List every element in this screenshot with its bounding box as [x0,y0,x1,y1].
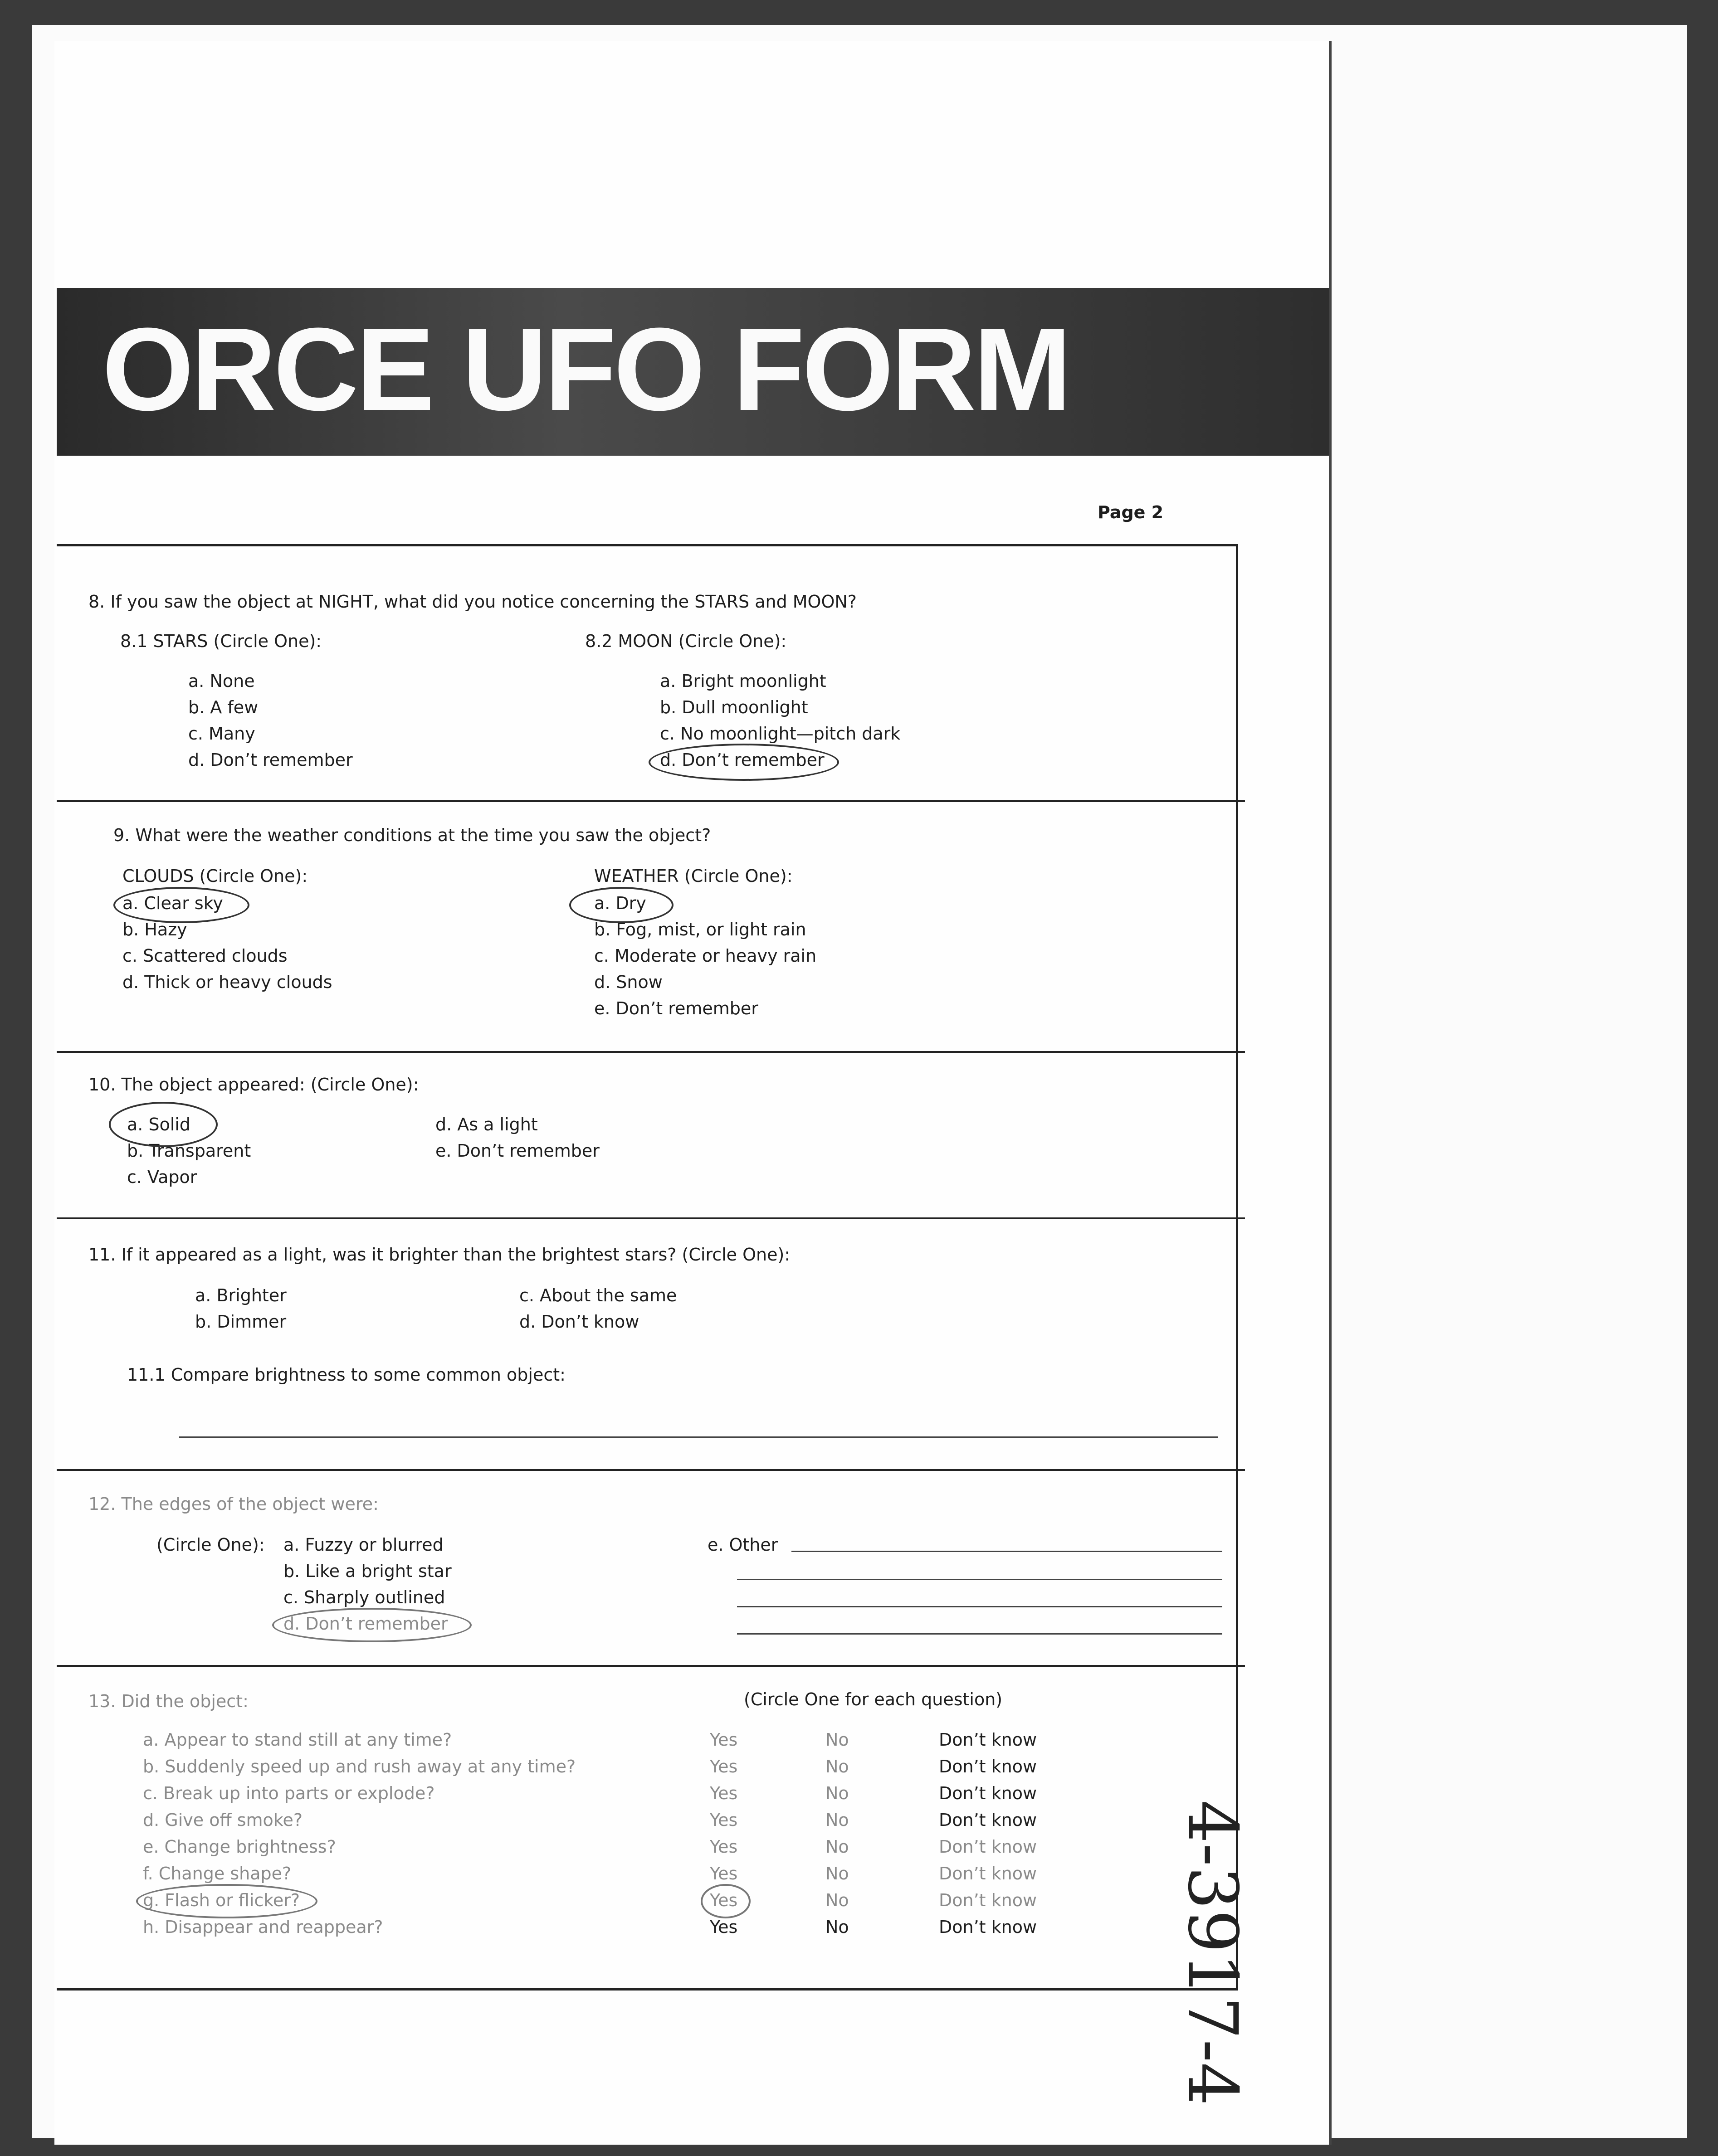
no-option[interactable]: No [825,1783,849,1803]
yes-option[interactable]: Yes [710,1757,738,1776]
stars-label: 8.1 STARS (Circle One): [120,631,322,651]
clouds-option-circled[interactable]: a. Clear sky [122,893,223,913]
dont-know-option[interactable]: Don’t know [939,1890,1037,1910]
edges-other-label: e. Other [708,1535,778,1555]
yes-option[interactable]: Yes [710,1837,738,1857]
question-10: 10. The object appeared: (Circle One): [88,1075,419,1095]
answer-circle [113,887,249,923]
answer-line[interactable] [737,1606,1222,1607]
q13-item: d. Give off smoke? [143,1810,303,1830]
brightness-option[interactable]: d. Don’t know [519,1312,639,1332]
moon-option-circled[interactable]: d. Don’t remember [660,750,825,770]
weather-label: WEATHER (Circle One): [594,866,793,886]
yes-option[interactable]: Yes [710,1730,738,1750]
answer-circle [649,744,839,781]
question-13: 13. Did the object: [88,1691,249,1711]
question-12: 12. The edges of the object were: [88,1494,379,1514]
no-option[interactable]: No [825,1864,849,1883]
section-divider [57,1217,1245,1219]
answer-circle [136,1884,317,1918]
weather-option-circled[interactable]: a. Dry [594,893,646,913]
appearance-option[interactable]: c. Vapor [127,1167,197,1187]
appearance-option[interactable]: d. As a light [435,1115,538,1134]
q13-item: b. Suddenly speed up and rush away at any time? [143,1757,576,1776]
moon-option[interactable]: c. No moonlight—pitch dark [660,724,901,744]
dont-know-option[interactable]: Don’t know [939,1917,1037,1937]
section-divider [57,800,1245,802]
clouds-label: CLOUDS (Circle One): [122,866,308,886]
yes-option-circled[interactable]: Yes [710,1890,738,1910]
no-option[interactable]: No [825,1837,849,1857]
question-9: 9. What were the weather conditions at the time you saw the object? [113,825,711,845]
appearance-option[interactable]: e. Don’t remember [435,1141,600,1161]
yes-option[interactable]: Yes [710,1810,738,1830]
brightness-option[interactable]: a. Brighter [195,1285,287,1305]
stars-option[interactable]: a. None [188,671,255,691]
circle-one-label: (Circle One): [156,1535,265,1555]
answer-line[interactable] [737,1579,1222,1580]
no-option[interactable]: No [825,1890,849,1910]
title-banner [57,288,1329,456]
q13-item: e. Change brightness? [143,1837,336,1857]
page-number: Page 2 [1098,502,1164,522]
weather-option[interactable]: d. Snow [594,972,663,992]
dont-know-option[interactable]: Don’t know [939,1810,1037,1830]
section-divider [57,1665,1245,1667]
yes-option[interactable]: Yes [710,1917,738,1937]
answer-line[interactable] [179,1436,1218,1438]
brightness-option[interactable]: c. About the same [519,1285,677,1305]
edges-option-circled[interactable]: d. Don’t remember [283,1614,448,1634]
no-option[interactable]: No [825,1757,849,1776]
weather-option[interactable]: c. Moderate or heavy rain [594,946,817,966]
stars-option[interactable]: c. Many [188,724,255,744]
moon-option[interactable]: b. Dull moonlight [660,697,808,717]
moon-option[interactable]: a. Bright moonlight [660,671,826,691]
no-option[interactable]: No [825,1810,849,1830]
answer-circle [272,1608,472,1642]
appearance-option-circled[interactable]: a. Solid [127,1115,191,1134]
no-option[interactable]: No [825,1917,849,1937]
weather-option[interactable]: b. Fog, mist, or light rain [594,920,806,939]
clouds-option[interactable]: c. Scattered clouds [122,946,288,966]
q13-item: f. Change shape? [143,1864,292,1883]
question-8: 8. If you saw the object at NIGHT, what did you notice concerning the STARS and MOON? [88,592,857,612]
section-divider [57,1051,1245,1053]
brightness-option[interactable]: b. Dimmer [195,1312,287,1332]
question-11-1: 11.1 Compare brightness to some common object: [127,1365,566,1385]
q13-item: c. Break up into parts or explode? [143,1783,435,1803]
q13-item: a. Appear to stand still at any time? [143,1730,452,1750]
answer-circle [109,1102,218,1147]
no-option[interactable]: No [825,1730,849,1750]
edges-option[interactable]: a. Fuzzy or blurred [283,1535,444,1555]
answer-line[interactable] [791,1551,1222,1552]
edges-option[interactable]: c. Sharply outlined [283,1587,445,1607]
moon-label: 8.2 MOON (Circle One): [585,631,787,651]
clouds-option[interactable]: b. Hazy [122,920,187,939]
edges-option[interactable]: b. Like a bright star [283,1561,452,1581]
dont-know-option[interactable]: Don’t know [939,1730,1037,1750]
clouds-option[interactable]: d. Thick or heavy clouds [122,972,332,992]
dont-know-option[interactable]: Don’t know [939,1864,1037,1883]
q13-item-circled: g. Flash or flicker? [143,1890,300,1910]
appearance-option[interactable]: b. Transparent [127,1141,251,1161]
yes-option[interactable]: Yes [710,1864,738,1883]
q13-instruction: (Circle One for each question) [744,1689,1003,1709]
dont-know-option[interactable]: Don’t know [939,1757,1037,1776]
stars-option[interactable]: d. Don’t remember [188,750,353,770]
form-title: ORCE UFO FORM [102,304,1069,435]
q13-item: h. Disappear and reappear? [143,1917,383,1937]
answer-circle [569,887,674,923]
weather-option[interactable]: e. Don’t remember [594,998,758,1018]
question-11: 11. If it appeared as a light, was it brighter than the brightest stars? (Circle One): [88,1245,791,1265]
stars-option[interactable]: b. A few [188,697,259,717]
section-divider [57,1469,1245,1471]
answer-line[interactable] [737,1633,1222,1635]
handwritten-annotation: 4-3917-4 [1173,1800,1252,2106]
answer-circle [701,1884,751,1918]
dont-know-option[interactable]: Don’t know [939,1837,1037,1857]
dont-know-option[interactable]: Don’t know [939,1783,1037,1803]
yes-option[interactable]: Yes [710,1783,738,1803]
